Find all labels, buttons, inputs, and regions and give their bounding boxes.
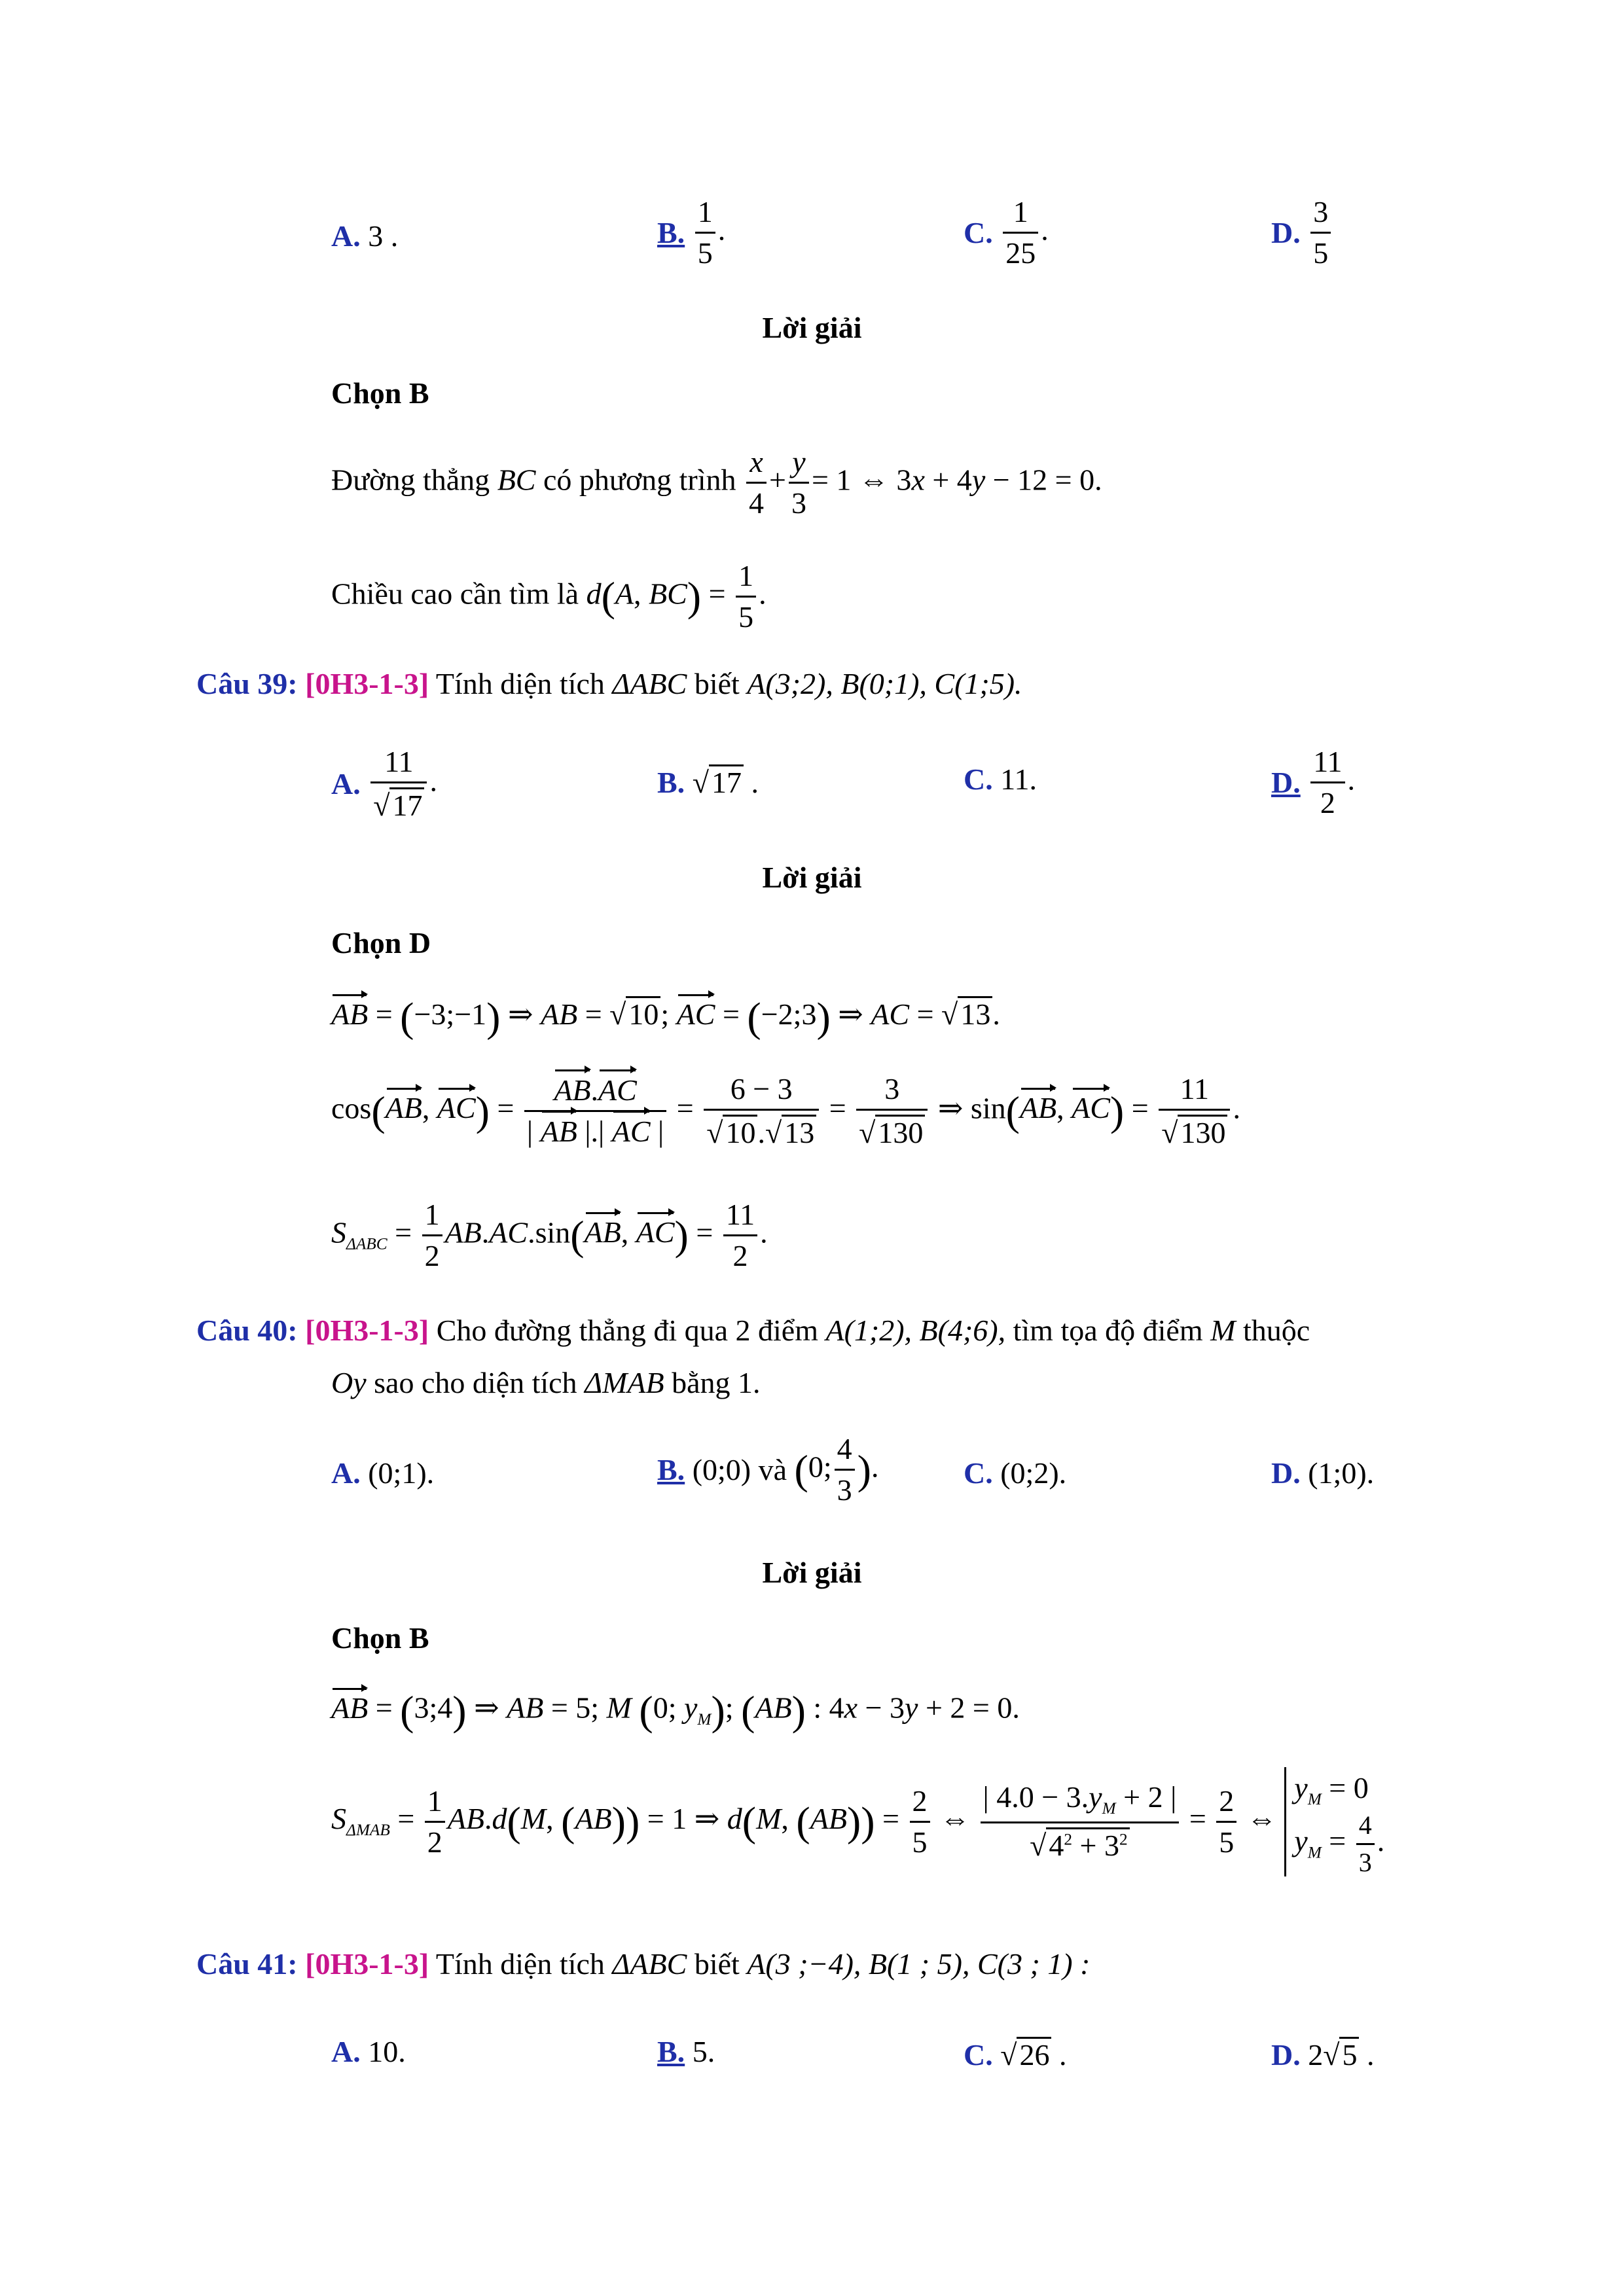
q41-option-c: C. √26 . (964, 2038, 1067, 2072)
q40-option-d: D. (1;0). (1271, 1456, 1375, 1490)
q38-solution-line1: Đường thẳng BC có phương trình $\frac{x}{4}$ + $\frac{y}{3}$ = 1 ⇔ 3x + 4y − 12 = 0. (331, 445, 1102, 520)
fraction: $\frac{1}{5}$ (695, 196, 715, 270)
q40-header: Câu 40: [0H3-1-3] Cho đường thẳng đi qua 2 điểm A(1;2), B(4;6), tìm tọa độ điểm M thuộc (196, 1314, 1310, 1347)
q40-solution-line1: AB = (3;4) ⇒ AB = 5; M (0; $y_M$); (AB) : 4x − 3y + 2 = 0. (331, 1687, 1020, 1734)
q39-option-d: D. $\frac{11}{2}$ . (1271, 745, 1356, 820)
q40-solution-line2: $S_{\Delta MAB}$ = $\frac{1}{2}$ AB.d(M, (AB)) = 1 ⇒ d(M, (AB)) = $\frac{2}{5}$ ⇔ $\frac{| 4.0 - 3.y_M + 2 |}{√4^2 + 3^2}$ = $\frac{2}{5}$ ⇔ $y_M = 0$ $y_M$ = $\frac{4}{3}$ . (331, 1767, 1384, 1876)
q39-option-a: A. $\frac{11}{√17}$ . (331, 745, 437, 823)
q40-option-b: B. (0;0) và (0; $\frac{4}{3}$ ). (657, 1432, 879, 1507)
q41-header: Câu 41: [0H3-1-3] Tính diện tích ΔABC biết A(3 ;−4), B(1 ; 5), C(3 ; 1) : (196, 1947, 1091, 1981)
q40-option-c: C. (0;2). (964, 1456, 1067, 1490)
q38-option-b: B. $\frac{1}{5}$ . (657, 195, 726, 270)
chosen-answer: Chọn D (331, 926, 431, 960)
fraction: $\frac{3}{5}$ (1310, 196, 1331, 270)
q40-header-line2: Oy sao cho diện tích ΔMAB bằng 1. (331, 1366, 761, 1399)
chosen-answer: Chọn B (331, 1621, 429, 1655)
q38-option-d: D. $\frac{3}{5}$ (1271, 196, 1333, 270)
q41-option-d: D. 2√5 . (1271, 2038, 1375, 2072)
q38-option-a: A. 3 . (331, 219, 399, 253)
q38-option-c: C. $\frac{1}{25}$ . (964, 195, 1049, 270)
solution-title: Lời giải (762, 311, 862, 344)
q39-solution-line3: $S_{\Delta ABC}$ = $\frac{1}{2}$ AB.AC.sin(AB, AC) = $\frac{11}{2}$ . (331, 1198, 768, 1273)
solution-title: Lời giải (762, 1556, 862, 1589)
q40-option-a: A. (0;1). (331, 1456, 435, 1490)
q41-option-a: A. 10. (331, 2035, 406, 2068)
q39-option-c: C. 11. (964, 762, 1038, 796)
solution-title: Lời giải (762, 861, 862, 894)
q38-solution-line2: Chiều cao cần tìm là d(A, BC) = $\frac{1}{5}$ . (331, 559, 767, 634)
q39-header: Câu 39: [0H3-1-3] Tính diện tích ΔABC biết A(3;2), B(0;1), C(1;5). (196, 667, 1022, 700)
chosen-answer: Chọn B (331, 376, 429, 410)
q39-solution-line1: AB = (−3;−1) ⇒ AB = √10; AC = (−2;3) ⇒ AC = √13. (331, 994, 1000, 1041)
fraction: $\frac{1}{25}$ (1003, 196, 1038, 270)
q39-solution-line2: cos(AB, AC) = $\frac{AB.AC}{| AB |.| AC |}$ = $\frac{6 - 3}{√10.√13}$ = $\frac{3}{√130}$ ⇒ sin(AB, AC) = $\frac{11}{√130}$ . (331, 1072, 1240, 1150)
q39-option-b: B. √17 . (657, 766, 759, 799)
q41-option-b: B. 5. (657, 2035, 715, 2068)
